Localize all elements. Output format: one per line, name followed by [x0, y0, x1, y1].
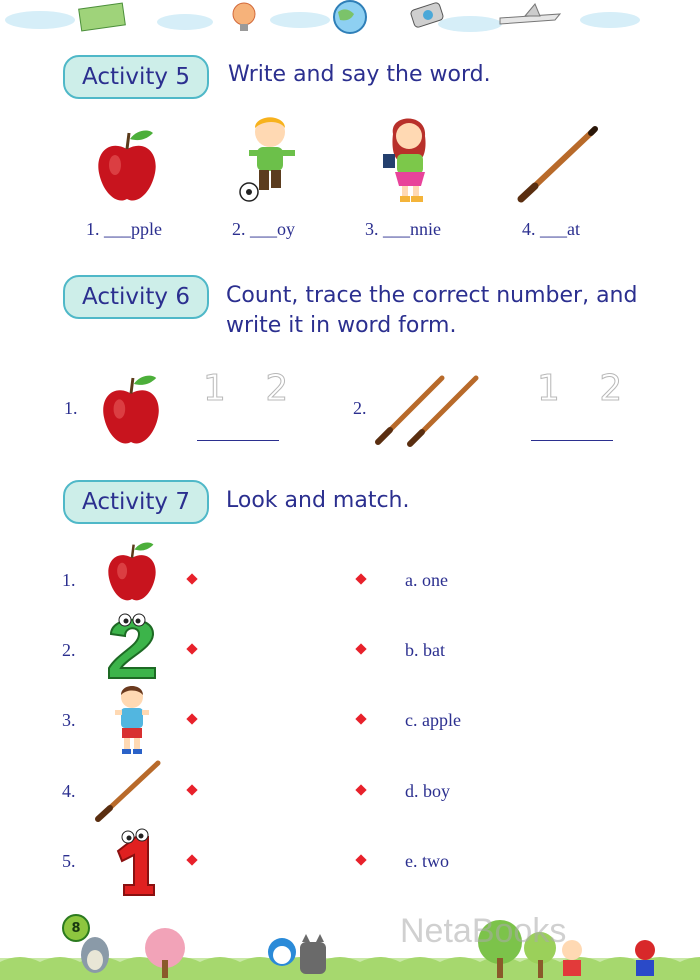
bat-icon	[92, 757, 164, 825]
apple-icon	[105, 538, 159, 604]
match-word-b: b. bat	[405, 640, 445, 660]
match-number-3: 3.	[62, 710, 76, 730]
bottom-decoration	[0, 900, 700, 980]
match-dot-left-1[interactable]	[186, 573, 197, 584]
activity-6-number-2: 2.	[353, 398, 367, 418]
match-word-c: c. apple	[405, 710, 461, 730]
match-dot-right-b[interactable]	[355, 643, 366, 654]
number-two-icon	[105, 612, 160, 680]
match-dot-right-a[interactable]	[355, 573, 366, 584]
activity-5-item-3: 3. ___nnie	[365, 219, 441, 239]
number-one-icon	[110, 827, 158, 897]
activity-7-instruction: Look and match.	[226, 488, 410, 513]
boy-icon	[112, 683, 152, 755]
boy-icon	[235, 110, 305, 205]
watermark: NetaBooks	[400, 912, 567, 950]
match-number-2: 2.	[62, 640, 76, 660]
batman-icon	[300, 934, 326, 974]
two-bats-icon	[372, 372, 484, 448]
activity-6-number-1: 1.	[64, 398, 78, 418]
match-dot-right-e[interactable]	[355, 854, 366, 865]
match-number-4: 4.	[62, 781, 76, 801]
activity-7-badge: Activity 7	[63, 480, 209, 524]
globe-icon	[334, 1, 366, 33]
match-dot-right-d[interactable]	[355, 784, 366, 795]
activity-5-item-2: 2. ___oy	[232, 219, 295, 239]
activity-5-item-1: 1. ___pple	[86, 219, 162, 239]
match-dot-left-3[interactable]	[186, 713, 197, 724]
trace-numbers-2: 1 2	[537, 368, 637, 409]
match-number-1: 1.	[62, 570, 76, 590]
match-word-e: e. two	[405, 851, 449, 871]
activity-6-instruction-line-1: Count, trace the correct number, and	[226, 283, 638, 308]
activity-5-item-4: 4. ___at	[522, 219, 580, 239]
activity-5-instruction: Write and say the word.	[228, 62, 491, 87]
apple-icon	[95, 125, 159, 205]
activity-5-badge: Activity 5	[63, 55, 209, 99]
match-number-5: 5.	[62, 851, 76, 871]
match-dot-left-5[interactable]	[186, 854, 197, 865]
activity-6-instruction-line-2: write it in word form.	[226, 313, 457, 338]
page-number: 8	[62, 914, 90, 942]
answer-line-1[interactable]	[197, 440, 279, 441]
match-dot-left-2[interactable]	[186, 643, 197, 654]
match-dot-left-4[interactable]	[186, 784, 197, 795]
match-dot-right-c[interactable]	[355, 713, 366, 724]
trace-numbers-1: 1 2	[203, 368, 303, 409]
girl-icon	[375, 110, 445, 205]
bat-icon	[515, 125, 600, 205]
top-decoration	[0, 0, 700, 38]
match-word-a: a. one	[405, 570, 448, 590]
match-word-d: d. boy	[405, 781, 450, 801]
doraemon-icon	[268, 938, 296, 966]
answer-line-2[interactable]	[531, 440, 613, 441]
totoro-icon	[81, 937, 109, 973]
apple-icon	[100, 370, 162, 448]
activity-6-badge: Activity 6	[63, 275, 209, 319]
